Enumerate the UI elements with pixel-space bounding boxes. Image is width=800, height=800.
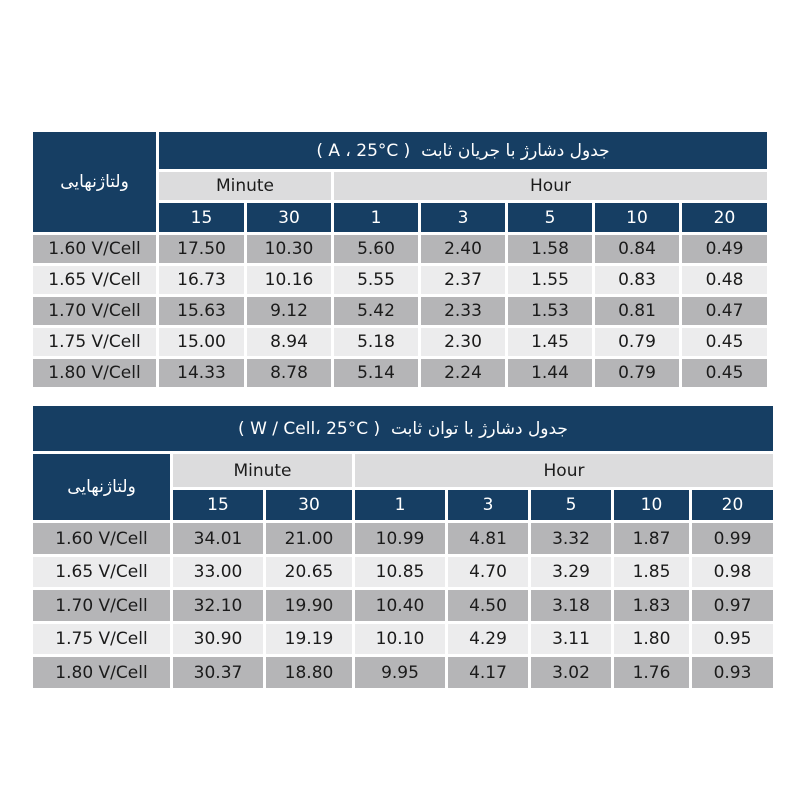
table-cell: 1.45 [508, 328, 592, 356]
table-cell: 8.78 [247, 359, 331, 387]
row-voltage-label: 1.70 V/Cell [33, 297, 156, 325]
table-cell: 0.79 [595, 359, 679, 387]
table-cell: 19.90 [266, 590, 352, 621]
table-cell: 2.37 [421, 266, 505, 294]
column-header: 5 [531, 490, 611, 520]
table-cell: 1.58 [508, 235, 592, 263]
table-cell: 34.01 [173, 523, 263, 554]
table-cell: 10.40 [355, 590, 445, 621]
column-header: 20 [682, 203, 767, 232]
table-cell: 0.95 [692, 624, 773, 654]
table-cell: 5.55 [334, 266, 418, 294]
row-voltage-label: 1.75 V/Cell [33, 328, 156, 356]
minute-group-header: Minute [173, 454, 352, 487]
table-cell: 20.65 [266, 557, 352, 587]
table-cell: 1.80 [614, 624, 689, 654]
column-header: 5 [508, 203, 592, 232]
table-cell: 1.44 [508, 359, 592, 387]
voltage-column-header: ولتاژنهایی [33, 454, 170, 520]
column-header: 3 [421, 203, 505, 232]
table-cell: 3.32 [531, 523, 611, 554]
table-cell: 2.24 [421, 359, 505, 387]
table-cell: 3.29 [531, 557, 611, 587]
table-cell: 33.00 [173, 557, 263, 587]
table-cell: 9.12 [247, 297, 331, 325]
table-cell: 15.63 [159, 297, 244, 325]
column-header: 20 [692, 490, 773, 520]
table-cell: 1.85 [614, 557, 689, 587]
table-title [33, 406, 773, 451]
column-header: 30 [266, 490, 352, 520]
table-title-text: جدول دشارژ با توان ثابت [390, 418, 568, 439]
table-title-text: جدول دشارژ با جریان ثابت [421, 140, 610, 161]
column-header: 15 [159, 203, 244, 232]
table-cell: 4.50 [448, 590, 528, 621]
column-header: 10 [614, 490, 689, 520]
table-cell: 4.29 [448, 624, 528, 654]
table-cell: 0.45 [682, 359, 767, 387]
table-cell: 9.95 [355, 657, 445, 688]
column-header: 3 [448, 490, 528, 520]
table-cell: 1.55 [508, 266, 592, 294]
minute-group-header: Minute [159, 172, 331, 200]
table-cell: 10.30 [247, 235, 331, 263]
table-cell: 0.47 [682, 297, 767, 325]
hour-group-header: Hour [334, 172, 767, 200]
hour-group-header: Hour [355, 454, 773, 487]
row-voltage-label: 1.60 V/Cell [33, 235, 156, 263]
table-cell: 2.33 [421, 297, 505, 325]
table-cell: 0.98 [692, 557, 773, 587]
table-cell: 2.40 [421, 235, 505, 263]
table-cell: 4.81 [448, 523, 528, 554]
row-voltage-label: 1.80 V/Cell [33, 359, 156, 387]
table-cell: 19.19 [266, 624, 352, 654]
column-header: 1 [334, 203, 418, 232]
table-cell: 0.48 [682, 266, 767, 294]
table-cell: 0.49 [682, 235, 767, 263]
row-voltage-label: 1.65 V/Cell [33, 557, 170, 587]
table-cell: 5.18 [334, 328, 418, 356]
table-cell: 5.42 [334, 297, 418, 325]
table-cell: 0.97 [692, 590, 773, 621]
constant-power-discharge-table [33, 406, 767, 688]
table-cell: 3.18 [531, 590, 611, 621]
table-cell: 32.10 [173, 590, 263, 621]
table-cell: 17.50 [159, 235, 244, 263]
row-voltage-label: 1.65 V/Cell [33, 266, 156, 294]
table-cell: 15.00 [159, 328, 244, 356]
table-cell: 5.14 [334, 359, 418, 387]
row-voltage-label: 1.80 V/Cell [33, 657, 170, 688]
row-voltage-label: 1.70 V/Cell [33, 590, 170, 621]
table-cell: 14.33 [159, 359, 244, 387]
table-cell: 10.85 [355, 557, 445, 587]
column-header: 10 [595, 203, 679, 232]
table-cell: 0.45 [682, 328, 767, 356]
table-cell: 4.70 [448, 557, 528, 587]
table-cell: 0.84 [595, 235, 679, 263]
table-cell: 30.90 [173, 624, 263, 654]
table-cell: 0.83 [595, 266, 679, 294]
table-cell: 30.37 [173, 657, 263, 688]
table-cell: 1.76 [614, 657, 689, 688]
table-cell: 2.30 [421, 328, 505, 356]
table-cell: 0.93 [692, 657, 773, 688]
table-cell: 4.17 [448, 657, 528, 688]
table-cell: 3.02 [531, 657, 611, 688]
table-title [159, 132, 767, 169]
table-title-unit: ( W / Cell، 25°C ) [238, 418, 381, 439]
table-cell: 16.73 [159, 266, 244, 294]
table-cell: 10.16 [247, 266, 331, 294]
table-cell: 3.11 [531, 624, 611, 654]
table-cell: 0.81 [595, 297, 679, 325]
column-header: 1 [355, 490, 445, 520]
row-voltage-label: 1.75 V/Cell [33, 624, 170, 654]
column-header: 30 [247, 203, 331, 232]
constant-current-discharge-table [33, 132, 767, 387]
table-cell: 1.83 [614, 590, 689, 621]
row-voltage-label: 1.60 V/Cell [33, 523, 170, 554]
table-cell: 21.00 [266, 523, 352, 554]
table-cell: 5.60 [334, 235, 418, 263]
table-cell: 10.99 [355, 523, 445, 554]
table-cell: 18.80 [266, 657, 352, 688]
table-cell: 0.99 [692, 523, 773, 554]
table-cell: 1.87 [614, 523, 689, 554]
table-cell: 0.79 [595, 328, 679, 356]
table-cell: 1.53 [508, 297, 592, 325]
voltage-column-header: ولتاژنهایی [33, 132, 156, 232]
column-header: 15 [173, 490, 263, 520]
table-title-unit: ( A ، 25°C ) [316, 140, 411, 161]
table-cell: 8.94 [247, 328, 331, 356]
table-cell: 10.10 [355, 624, 445, 654]
